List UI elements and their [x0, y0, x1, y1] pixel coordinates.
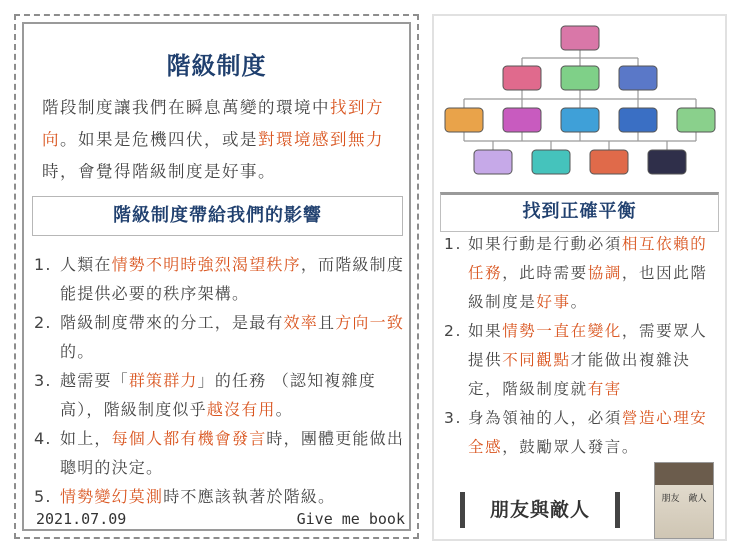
highlight-text: 有害: [587, 380, 622, 398]
highlight-text: 方向一致: [335, 313, 405, 332]
body-text: 如果行動是行動必須: [468, 235, 622, 253]
left-inner-frame: [22, 22, 411, 531]
impact-list-item: [28, 366, 405, 424]
list-number: 2.: [444, 322, 462, 340]
section-subtitle: 階級制度帶給我們的影響: [32, 196, 403, 236]
body-text: 階段制度讓我們在瞬息萬變的環境中: [42, 98, 330, 117]
left-card: [14, 14, 419, 539]
list-number: 4.: [34, 429, 52, 448]
impact-list-item: [28, 250, 405, 308]
highlight-text: 每個人都有機會發言: [111, 429, 267, 448]
balance-list-item: [438, 317, 719, 404]
highlight-text: 越沒有用: [206, 400, 276, 419]
balance-list-item: [438, 404, 719, 462]
body-text: 時不應該執著於階級。: [163, 487, 336, 506]
highlight-text: 情勢變幻莫測: [60, 487, 164, 506]
balance-heading: 找到正確平衡: [440, 192, 719, 232]
body-text: ，也因此階級制度是: [468, 264, 708, 311]
body-text: 的。: [60, 342, 95, 361]
body-text: 時，會覺得階級制度是好事。: [42, 162, 276, 181]
body-text: ，而階級制度能提供必要的秩序架構。: [60, 255, 405, 303]
highlight-text: 情勢一直在變化: [502, 322, 622, 340]
body-text: 時，團體更能做出聰明的決定。: [60, 429, 405, 477]
org-box: [590, 150, 628, 174]
book-cover-band: [655, 463, 713, 485]
list-number: 1.: [444, 235, 462, 253]
body-text: 如果: [468, 322, 503, 340]
highlight-text: 協調: [587, 264, 622, 282]
org-box: [619, 66, 657, 90]
body-text: ，需要眾人提供: [468, 322, 708, 369]
highlight-text: 不同觀點: [502, 351, 571, 369]
date-label: 2021.07.09: [36, 510, 127, 528]
org-box: [503, 108, 541, 132]
body-text: 」的任務 （認知複雜度高），階級制度似乎: [60, 371, 376, 419]
org-box: [503, 66, 541, 90]
body-text: 。: [275, 400, 293, 419]
page-title: 階級制度: [166, 52, 267, 80]
highlight-text: 對環境感到無力: [258, 130, 384, 149]
book-title-label: 朋友與敵人: [460, 492, 620, 528]
list-number: 2.: [34, 313, 52, 332]
impact-list-item: [28, 308, 405, 366]
body-text: ，此時需要: [502, 264, 588, 282]
balance-list: [438, 230, 719, 462]
highlight-text: 好事: [536, 293, 571, 311]
body-text: 如上，: [60, 429, 112, 448]
list-number: 3.: [444, 409, 462, 427]
highlight-text: 營造心理安全感: [468, 409, 708, 456]
highlight-text: 相互依賴的任務: [468, 235, 708, 282]
balance-list-item: [438, 230, 719, 317]
org-box: [648, 150, 686, 174]
intro-paragraph: [42, 92, 393, 188]
body-text: 人類在: [60, 255, 112, 274]
org-box: [677, 108, 715, 132]
highlight-text: 群策群力: [128, 371, 198, 390]
highlight-text: 效率: [283, 313, 319, 332]
org-box: [445, 108, 483, 132]
list-number: 3.: [34, 371, 52, 390]
org-box: [561, 66, 599, 90]
highlight-text: 情勢不明時強烈渴望秩序: [111, 255, 301, 274]
body-text: 身為領袖的人，必須: [468, 409, 622, 427]
impact-list: [28, 250, 405, 511]
org-box: [532, 150, 570, 174]
body-text: 。如果是危機四伏，或是: [60, 130, 258, 149]
list-number: 5.: [34, 487, 52, 506]
org-box: [619, 108, 657, 132]
highlight-text: 找到方向: [42, 98, 384, 149]
right-card: [432, 14, 727, 541]
body-text: 才能做出複雜決定，階級制度就: [468, 351, 691, 398]
list-number: 1.: [34, 255, 52, 274]
org-box: [561, 26, 599, 50]
body-text: 。: [570, 293, 588, 311]
body-text: ，鼓勵眾人發言。: [502, 438, 640, 456]
book-cover-title: 朋友 敵人: [661, 494, 707, 504]
org-chart-illustration: [440, 20, 720, 188]
impact-list-item: [28, 482, 405, 511]
source-label: Give me book: [296, 510, 405, 528]
org-box: [561, 108, 599, 132]
body-text: 越需要「: [60, 371, 129, 390]
book-cover-image: [654, 462, 714, 539]
impact-list-item: [28, 424, 405, 482]
org-box: [474, 150, 512, 174]
body-text: 且: [318, 313, 336, 332]
body-text: 階級制度帶來的分工，是最有: [60, 313, 284, 332]
